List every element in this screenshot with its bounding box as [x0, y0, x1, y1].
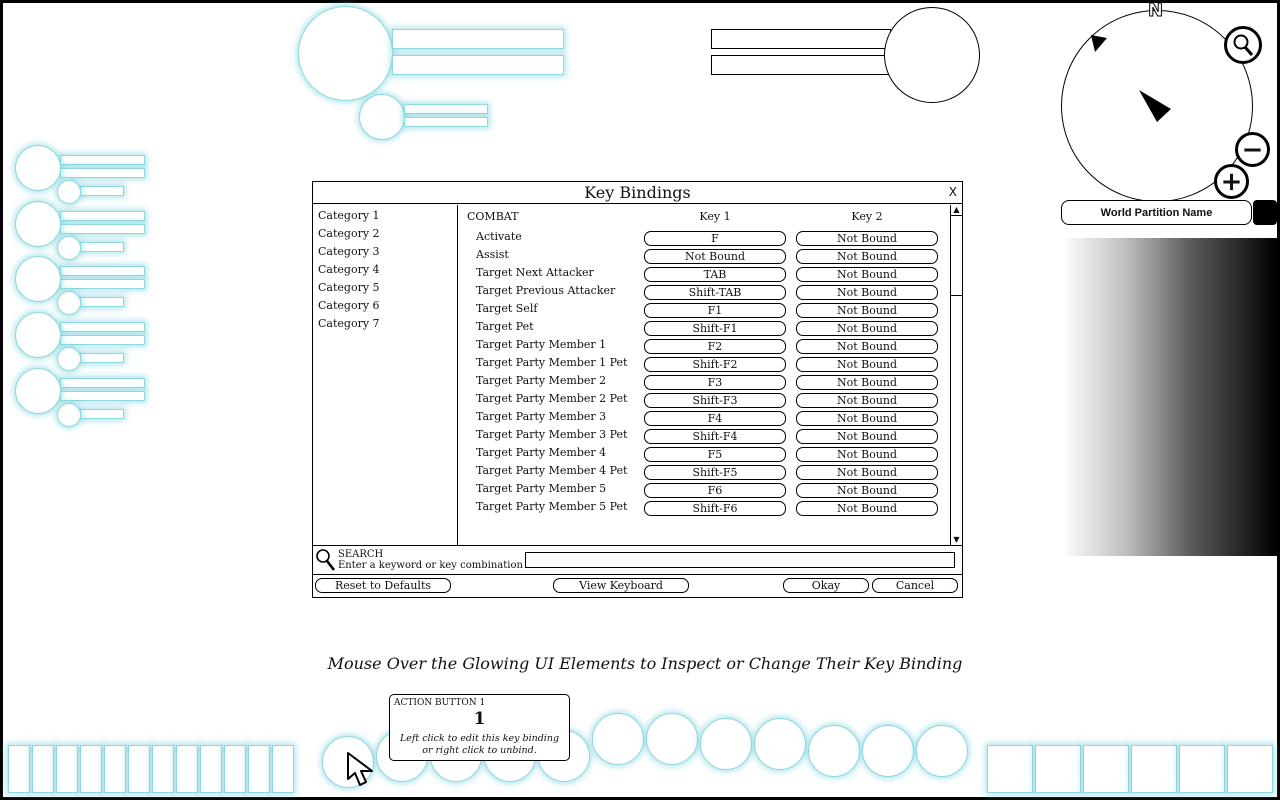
- key1-button[interactable]: F5: [644, 447, 786, 462]
- magnifier-icon: [1231, 33, 1255, 57]
- world-partition-name: World Partition Name: [1061, 200, 1252, 225]
- player-arrow-icon: [1139, 90, 1171, 122]
- zoom-in-button[interactable]: [1214, 164, 1249, 199]
- party-portrait[interactable]: [15, 256, 61, 302]
- key-bindings-dialog: [312, 181, 963, 598]
- scroll-up-icon[interactable]: ▲: [951, 205, 962, 216]
- action-slot[interactable]: [1131, 745, 1177, 793]
- action-name: Activate: [476, 230, 522, 243]
- key1-button[interactable]: F3: [644, 375, 786, 390]
- action-button[interactable]: [808, 725, 860, 777]
- tooltip-key: 1: [473, 709, 486, 729]
- search-input[interactable]: [525, 552, 955, 568]
- binding-row: [459, 265, 949, 283]
- scrollbar[interactable]: [950, 205, 962, 545]
- compass-north-label: N: [1148, 0, 1164, 21]
- action-slot[interactable]: [128, 745, 150, 793]
- dialog-title: Key Bindings: [313, 182, 962, 204]
- waypoint-arrow-icon: [1091, 35, 1107, 52]
- action-slot[interactable]: [8, 745, 30, 793]
- zoom-out-button[interactable]: [1235, 132, 1270, 167]
- category-item[interactable]: Category 3: [318, 245, 380, 258]
- player-health-bar[interactable]: [392, 29, 564, 49]
- binding-row: [459, 229, 949, 247]
- action-button[interactable]: [700, 718, 752, 770]
- key2-button[interactable]: Not Bound: [796, 501, 938, 516]
- action-slot[interactable]: [176, 745, 198, 793]
- category-item[interactable]: Category 1: [318, 209, 380, 222]
- action-name: Target Party Member 2 Pet: [476, 392, 628, 405]
- action-name: Target Party Member 3 Pet: [476, 428, 628, 441]
- action-slot[interactable]: [200, 745, 222, 793]
- tooltip-description: Left click to edit this key binding or right click to unbind.: [399, 733, 560, 756]
- action-slot[interactable]: [56, 745, 78, 793]
- binding-row: [459, 481, 949, 499]
- search-hint: Enter a keyword or key combination: [338, 560, 523, 571]
- target-health-bar: [711, 29, 891, 49]
- gradient-panel: [1062, 238, 1278, 556]
- party-mana-bar[interactable]: [60, 391, 145, 401]
- mouse-cursor-icon: [345, 751, 379, 787]
- action-name: Target Party Member 1 Pet: [476, 356, 628, 369]
- action-slot[interactable]: [1083, 745, 1129, 793]
- action-slot[interactable]: [32, 745, 54, 793]
- party-health-bar[interactable]: [60, 266, 145, 276]
- search-icon: [315, 548, 337, 572]
- party-portrait[interactable]: [15, 312, 61, 358]
- action-name: Target Party Member 2: [476, 374, 607, 387]
- category-item[interactable]: Category 4: [318, 263, 380, 276]
- party-mana-bar[interactable]: [60, 168, 145, 178]
- action-button[interactable]: [862, 725, 914, 777]
- key2-button[interactable]: Not Bound: [796, 357, 938, 372]
- binding-row: [459, 427, 949, 445]
- action-slot[interactable]: [248, 745, 270, 793]
- party-portrait[interactable]: [15, 201, 61, 247]
- binding-row: [459, 463, 949, 481]
- binding-row: [459, 283, 949, 301]
- key1-button[interactable]: Shift-F6: [644, 501, 786, 516]
- action-name: Target Party Member 5 Pet: [476, 500, 628, 513]
- pet-health-bar[interactable]: [404, 104, 488, 114]
- party-pet-portrait[interactable]: [57, 180, 81, 204]
- party-pet-bar[interactable]: [80, 297, 124, 307]
- bindings-area: [459, 205, 949, 545]
- party-pet-portrait[interactable]: [57, 291, 81, 315]
- action-slot[interactable]: [1227, 745, 1273, 793]
- party-health-bar[interactable]: [60, 322, 145, 332]
- key1-button[interactable]: Shift-F3: [644, 393, 786, 408]
- action-slot[interactable]: [987, 745, 1033, 793]
- search-title: SEARCH: [338, 549, 384, 560]
- action-name: Target Pet: [476, 320, 534, 333]
- party-pet-portrait[interactable]: [57, 347, 81, 371]
- key1-column-header: Key 1: [699, 210, 731, 223]
- action-name: Target Party Member 4: [476, 446, 607, 459]
- binding-row: [459, 337, 949, 355]
- key2-button[interactable]: Not Bound: [796, 465, 938, 480]
- party-pet-bar[interactable]: [80, 242, 124, 252]
- key2-button[interactable]: Not Bound: [796, 321, 938, 336]
- party-pet-bar[interactable]: [80, 353, 124, 363]
- party-mana-bar[interactable]: [60, 279, 145, 289]
- party-health-bar[interactable]: [60, 378, 145, 388]
- category-list: [313, 205, 458, 545]
- binding-row: [459, 499, 949, 517]
- plus-icon: +: [1220, 166, 1243, 197]
- player-mana-bar[interactable]: [392, 55, 564, 75]
- action-slot[interactable]: [104, 745, 126, 793]
- party-health-bar[interactable]: [60, 211, 145, 221]
- reset-defaults-button[interactable]: Reset to Defaults: [315, 578, 451, 593]
- search-bar: [313, 545, 962, 575]
- action-name: Target Party Member 5: [476, 482, 607, 495]
- action-name: Target Self: [476, 302, 538, 315]
- key1-button[interactable]: Shift-F2: [644, 357, 786, 372]
- view-keyboard-button[interactable]: View Keyboard: [553, 578, 689, 593]
- action-slot[interactable]: [152, 745, 174, 793]
- category-item[interactable]: Category 2: [318, 227, 380, 240]
- target-portrait: [884, 7, 980, 103]
- binding-row: [459, 445, 949, 463]
- binding-row: [459, 391, 949, 409]
- bindings-list: [459, 229, 949, 517]
- key2-button[interactable]: Not Bound: [796, 411, 938, 426]
- key1-button[interactable]: Shift-F5: [644, 465, 786, 480]
- key2-button[interactable]: Not Bound: [796, 231, 938, 246]
- tooltip-title: ACTION BUTTON 1: [394, 698, 486, 708]
- action-button[interactable]: [646, 713, 698, 765]
- binding-row: [459, 355, 949, 373]
- key1-button[interactable]: F4: [644, 411, 786, 426]
- key1-button[interactable]: Shift-F1: [644, 321, 786, 336]
- action-name: Target Next Attacker: [476, 266, 594, 279]
- scroll-down-icon[interactable]: ▼: [953, 535, 960, 544]
- key1-button[interactable]: Shift-TAB: [644, 285, 786, 300]
- key2-column-header: Key 2: [851, 210, 883, 223]
- key2-button[interactable]: Not Bound: [796, 429, 938, 444]
- key2-button[interactable]: Not Bound: [796, 447, 938, 462]
- action-slot[interactable]: [1035, 745, 1081, 793]
- category-item[interactable]: Category 7: [318, 317, 380, 330]
- party-pet-bar[interactable]: [80, 186, 124, 196]
- key2-button[interactable]: Not Bound: [796, 267, 938, 282]
- key2-button[interactable]: Not Bound: [796, 303, 938, 318]
- key1-button[interactable]: F1: [644, 303, 786, 318]
- party-health-bar[interactable]: [60, 155, 145, 165]
- binding-row: [459, 409, 949, 427]
- pet-portrait[interactable]: [359, 94, 405, 140]
- key1-button[interactable]: Shift-F4: [644, 429, 786, 444]
- action-name: Target Party Member 1: [476, 338, 607, 351]
- party-pet-bar[interactable]: [80, 409, 124, 419]
- binding-row: [459, 247, 949, 265]
- partition-swatch: [1253, 200, 1277, 225]
- binding-row: [459, 301, 949, 319]
- close-button[interactable]: X: [948, 185, 957, 199]
- scroll-thumb[interactable]: [951, 216, 962, 296]
- action-name: Target Party Member 3: [476, 410, 607, 423]
- minimap-search-button[interactable]: [1224, 26, 1262, 64]
- binding-row: [459, 373, 949, 391]
- key2-button[interactable]: Not Bound: [796, 393, 938, 408]
- action-button[interactable]: [916, 725, 968, 777]
- key2-button[interactable]: Not Bound: [796, 249, 938, 264]
- action-name: Target Party Member 4 Pet: [476, 464, 628, 477]
- category-item[interactable]: Category 6: [318, 299, 380, 312]
- action-name: Target Previous Attacker: [476, 284, 616, 297]
- minus-icon: −: [1241, 134, 1264, 165]
- key1-button[interactable]: TAB: [644, 267, 786, 282]
- key2-button[interactable]: Not Bound: [796, 483, 938, 498]
- hint-text: Mouse Over the Glowing UI Elements to Inspect or Change Their Key Binding: [327, 654, 963, 673]
- key1-button[interactable]: Not Bound: [644, 249, 786, 264]
- section-heading: COMBAT: [467, 210, 519, 223]
- key2-button[interactable]: Not Bound: [796, 339, 938, 354]
- okay-button[interactable]: Okay: [783, 578, 869, 593]
- party-portrait[interactable]: [15, 368, 61, 414]
- cancel-button[interactable]: Cancel: [872, 578, 958, 593]
- party-pet-portrait[interactable]: [57, 236, 81, 260]
- key2-button[interactable]: Not Bound: [796, 285, 938, 300]
- party-pet-portrait[interactable]: [57, 403, 81, 427]
- key1-button[interactable]: F: [644, 231, 786, 246]
- party-mana-bar[interactable]: [60, 335, 145, 345]
- binding-row: [459, 319, 949, 337]
- player-portrait[interactable]: [298, 6, 393, 101]
- action-slot[interactable]: [80, 745, 102, 793]
- action-button[interactable]: [754, 718, 806, 770]
- target-mana-bar: [711, 55, 891, 75]
- search-label: [338, 549, 523, 571]
- key1-button[interactable]: F2: [644, 339, 786, 354]
- action-button[interactable]: [592, 713, 644, 765]
- key1-button[interactable]: F6: [644, 483, 786, 498]
- action-slot[interactable]: [1179, 745, 1225, 793]
- key2-button[interactable]: Not Bound: [796, 375, 938, 390]
- party-mana-bar[interactable]: [60, 224, 145, 234]
- party-portrait[interactable]: [15, 145, 61, 191]
- action-slot[interactable]: [272, 745, 294, 793]
- action-name: Assist: [476, 248, 509, 261]
- action-slot[interactable]: [224, 745, 246, 793]
- category-item[interactable]: Category 5: [318, 281, 380, 294]
- action-tooltip: [389, 694, 570, 761]
- pet-mana-bar[interactable]: [404, 117, 488, 127]
